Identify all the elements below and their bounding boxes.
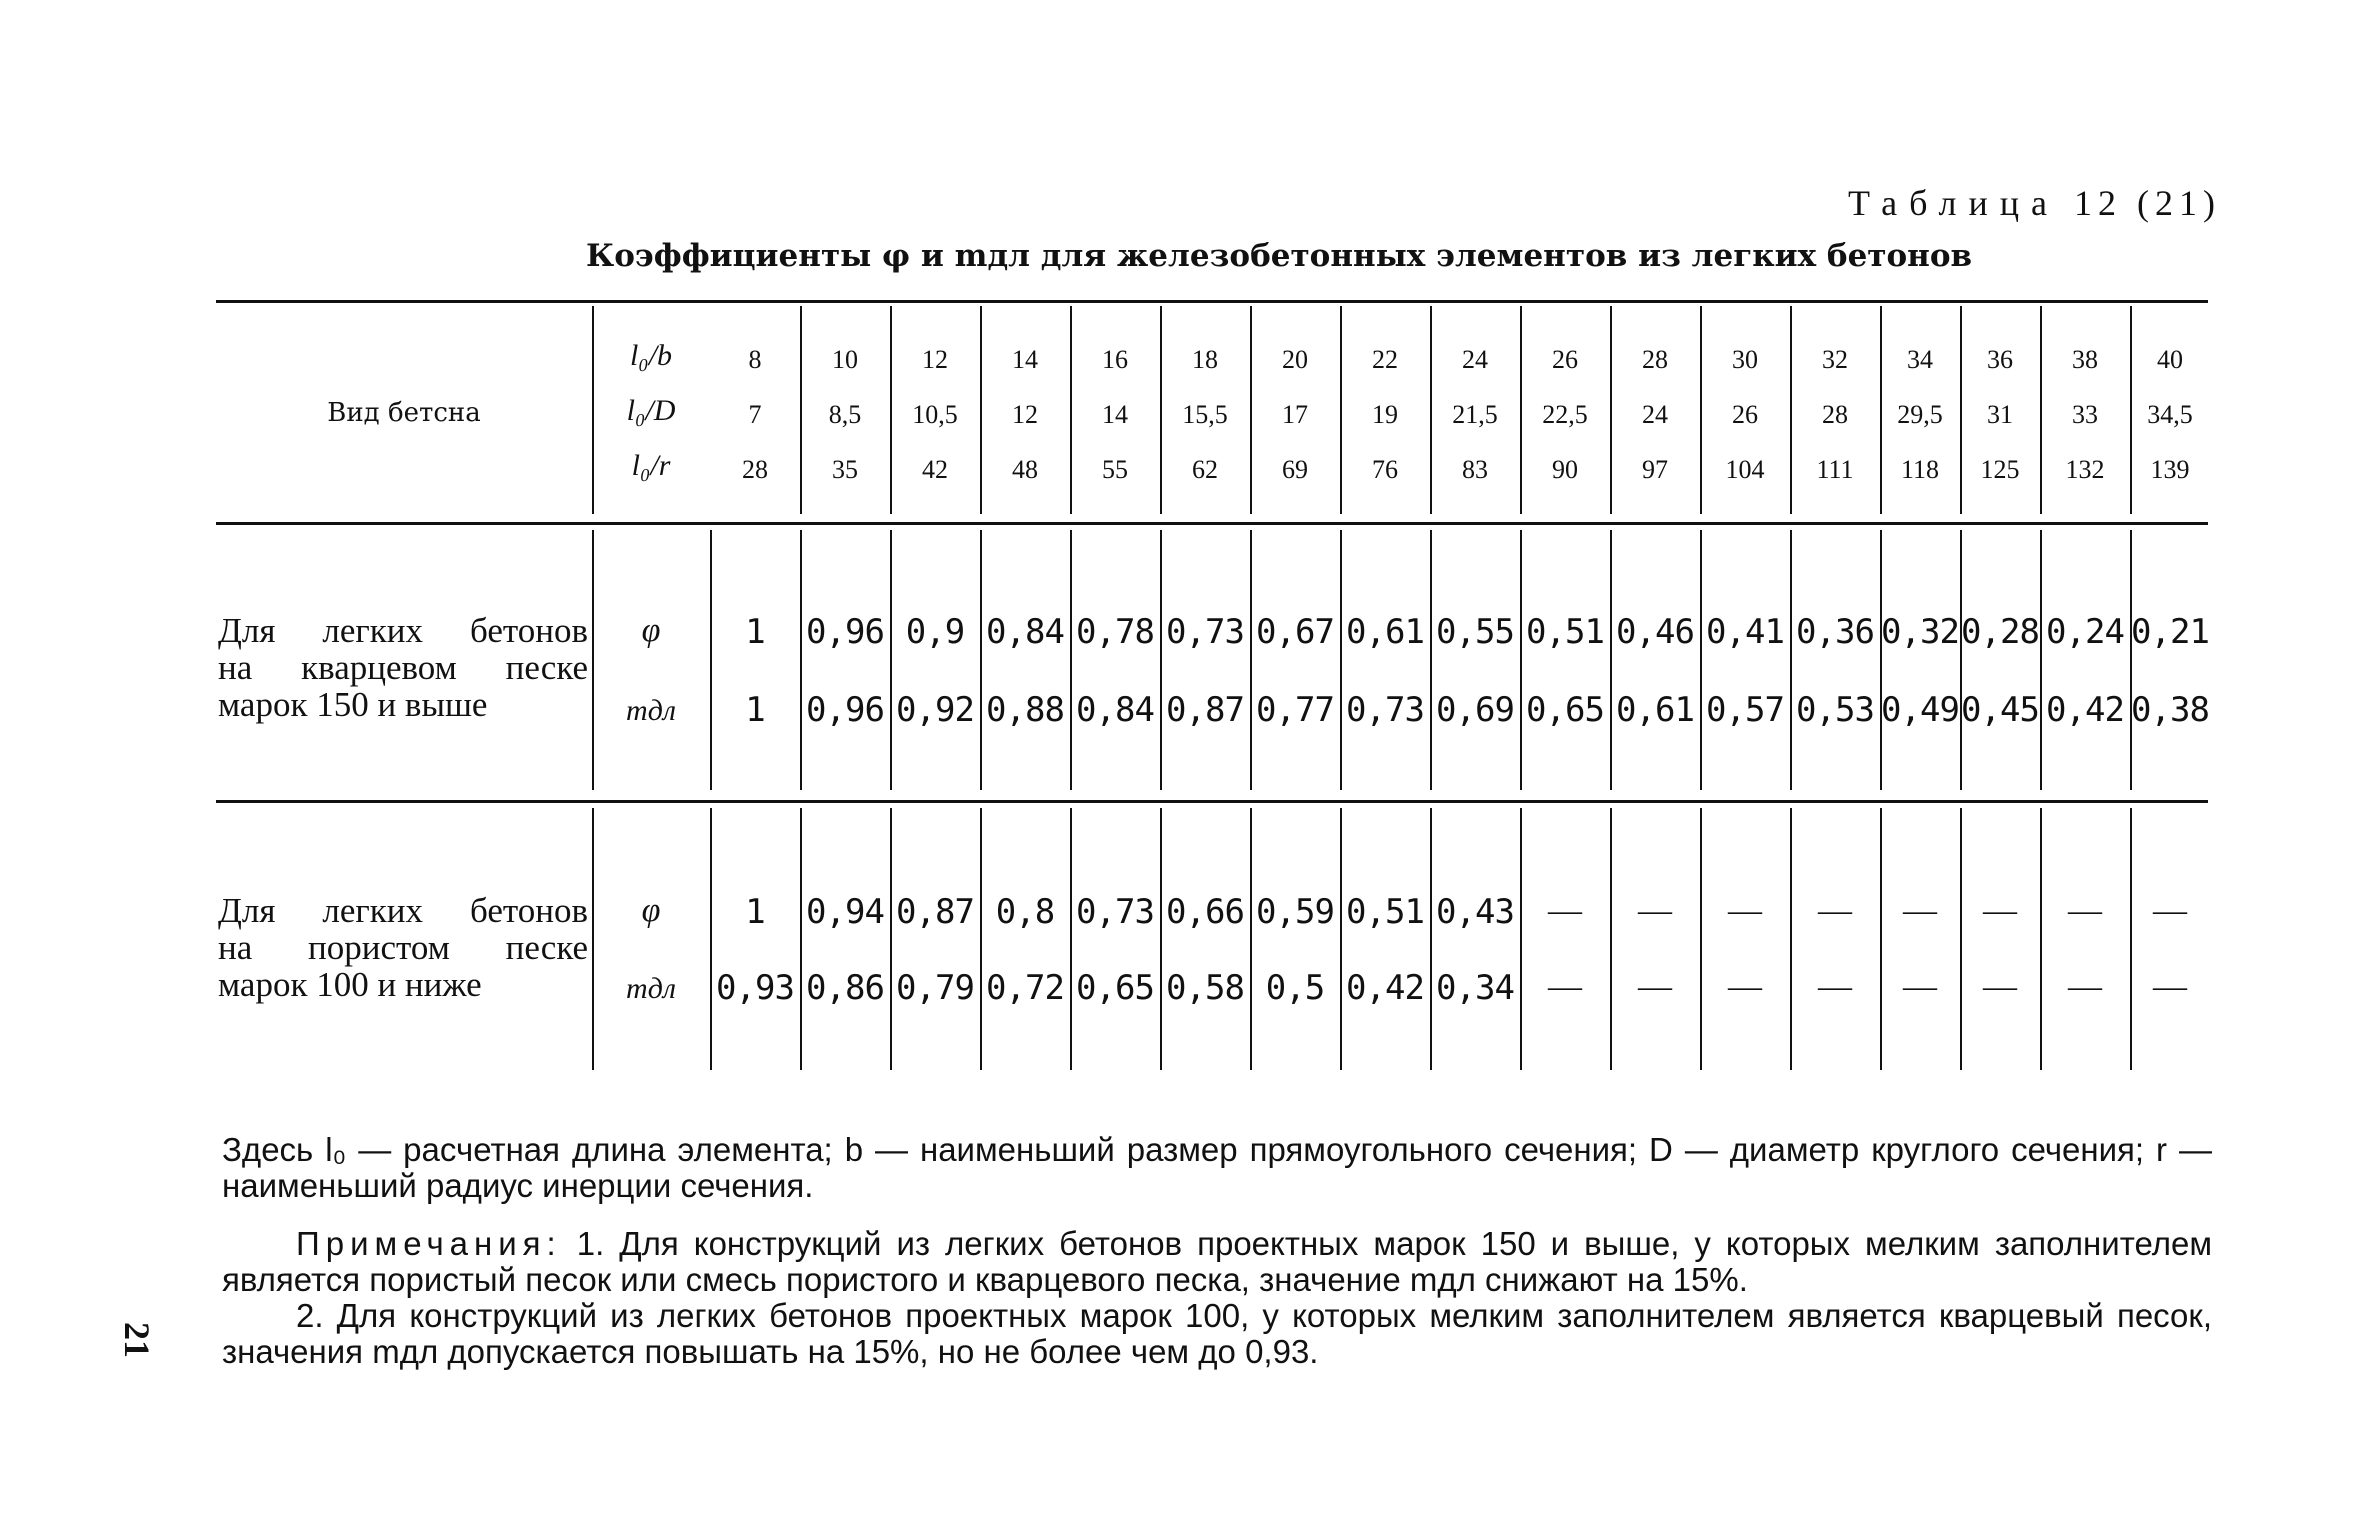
header-cell: 42 [922, 455, 948, 484]
m-value: 0,38 [2131, 690, 2209, 730]
header-cell: 12 [1012, 400, 1038, 429]
m-value: 0,88 [986, 690, 1064, 730]
m-value: 0,77 [1256, 690, 1334, 730]
header-cell: 28 [742, 455, 768, 484]
header-cell: 8 [748, 345, 762, 374]
header-cell: 28 [1642, 345, 1668, 374]
concrete-type-line: на пористом песке [218, 928, 588, 967]
param-phi: φ [641, 892, 661, 929]
remarks-label: Примечания: [296, 1225, 562, 1262]
body-divider [2040, 530, 2042, 790]
header-cell: 14 [1102, 400, 1128, 429]
m-value: 0,49 [1881, 690, 1959, 730]
header-cell: 38 [2072, 345, 2098, 374]
top-rule [216, 300, 2208, 303]
concrete-type-line: на кварцевом песке [218, 648, 588, 687]
body-divider [1880, 530, 1882, 790]
header-cell: 76 [1372, 455, 1398, 484]
header-row-label: l₀/r [631, 449, 671, 482]
phi-value: — [1818, 892, 1852, 929]
m-value: 0,92 [896, 690, 974, 730]
phi-value: — [1728, 892, 1762, 929]
m-value: 0,65 [1076, 968, 1154, 1008]
body-divider [710, 808, 712, 1070]
body-divider [1340, 530, 1342, 790]
header-cell: 132 [2065, 455, 2105, 484]
header-cell: 22 [1372, 345, 1398, 374]
header-cell: 83 [1462, 455, 1488, 484]
header-cell: 69 [1282, 455, 1308, 484]
m-value: — [1548, 968, 1582, 1005]
header-cell: 26 [1552, 345, 1578, 374]
header-cell: 28 [1822, 400, 1848, 429]
header-cell: 34 [1907, 345, 1933, 374]
phi-value: 0,61 [1346, 612, 1424, 652]
header-cell: 10,5 [912, 400, 958, 429]
header-row-label: l₀/D [626, 394, 676, 427]
remarks-note-2: 2. Для конструкций из легких бетонов проектных марок 100, у которых мелким заполнителем является кварцевый песок, значения mдл допускается повышать на 15%, но не более чем до 0,93. [222, 1297, 2212, 1370]
header-cell: 29,5 [1897, 400, 1943, 429]
phi-value: 0,32 [1881, 612, 1959, 652]
m-value: 0,42 [2046, 690, 2124, 730]
body-divider [800, 530, 802, 790]
body-divider [1430, 530, 1432, 790]
phi-value: 1 [745, 892, 765, 932]
phi-value: — [1903, 892, 1937, 929]
concrete-type-label [218, 892, 588, 1003]
body-divider [1960, 808, 1962, 1070]
header-cell: 19 [1372, 400, 1398, 429]
m-value: — [1818, 968, 1852, 1005]
header-cell: 34,5 [2147, 400, 2193, 429]
header-cell: 7 [748, 400, 762, 429]
phi-value: — [1548, 892, 1582, 929]
header-cell: 125 [1980, 455, 2020, 484]
m-value: — [1728, 968, 1762, 1005]
concrete-type-line: Для легких бетонов [218, 611, 588, 650]
param-m: mдл [626, 972, 676, 1005]
m-value: 0,87 [1166, 690, 1244, 730]
header-cell: 97 [1642, 455, 1668, 484]
m-value: 0,93 [716, 968, 794, 1008]
phi-value: 0,43 [1436, 892, 1514, 932]
m-value: 0,69 [1436, 690, 1514, 730]
m-value: 0,45 [1961, 690, 2039, 730]
m-value: 0,57 [1706, 690, 1784, 730]
phi-value: 0,87 [896, 892, 974, 932]
body-divider [1160, 530, 1162, 790]
phi-value: 0,8 [995, 892, 1055, 932]
header-cell: 18 [1192, 345, 1218, 374]
header-cell: 55 [1102, 455, 1128, 484]
m-value: 0,58 [1166, 968, 1244, 1008]
body-divider [800, 808, 802, 1070]
m-value: 0,84 [1076, 690, 1154, 730]
phi-value: — [1983, 892, 2017, 929]
header-cell: 22,5 [1542, 400, 1588, 429]
header-cell: 20 [1282, 345, 1308, 374]
m-value: 0,61 [1616, 690, 1694, 730]
phi-value: 1 [745, 612, 765, 652]
body-divider [1250, 808, 1252, 1070]
body-divider [710, 530, 712, 790]
header-cell: 24 [1642, 400, 1668, 429]
table-title: Коэффициенты φ и mдл для железобетонных элементов из легких бетонов [586, 238, 1973, 274]
phi-value: 0,78 [1076, 612, 1154, 652]
m-value: — [1903, 968, 1937, 1005]
body-divider [1700, 530, 1702, 790]
header-cell: 14 [1012, 345, 1038, 374]
phi-value: 0,94 [806, 892, 884, 932]
m-value: 0,86 [806, 968, 884, 1008]
m-value: — [2068, 968, 2102, 1005]
body-divider [980, 808, 982, 1070]
body-divider [1160, 808, 1162, 1070]
body-divider [1880, 808, 1882, 1070]
column-header-concrete-type: Вид бетсна [327, 398, 481, 428]
param-m: mдл [626, 694, 676, 727]
page-number: 21 [117, 1322, 157, 1358]
m-value: 0,65 [1526, 690, 1604, 730]
body-divider [1610, 530, 1612, 790]
header-cell: 21,5 [1452, 400, 1498, 429]
header-cell: 16 [1102, 345, 1128, 374]
phi-value: 0,84 [986, 612, 1064, 652]
body-divider [1960, 530, 1962, 790]
body-divider [2040, 808, 2042, 1070]
phi-value: 0,24 [2046, 612, 2124, 652]
header-cell: 40 [2157, 345, 2183, 374]
header-cell: 33 [2072, 400, 2098, 429]
body-divider [890, 530, 892, 790]
m-value: 0,73 [1346, 690, 1424, 730]
header-cell: 48 [1012, 455, 1038, 484]
header-cell: 24 [1462, 345, 1488, 374]
phi-value: 0,46 [1616, 612, 1694, 652]
body-divider [1520, 808, 1522, 1070]
body-divider [1520, 530, 1522, 790]
body-divider [592, 808, 594, 1070]
header-rule [216, 522, 2208, 525]
body-divider [1070, 808, 1072, 1070]
header-cell: 104 [1725, 455, 1765, 484]
body-divider [1340, 808, 1342, 1070]
table-word: Таблица [1848, 183, 2059, 223]
header-cell: 17 [1282, 400, 1308, 429]
header-cell: 139 [2150, 455, 2190, 484]
m-value: 0,72 [986, 968, 1064, 1008]
phi-value: — [1638, 892, 1672, 929]
phi-value: 0,59 [1256, 892, 1334, 932]
m-value: — [1983, 968, 2017, 1005]
note-1-text: 1. Для конструкций из легких бетонов проектных марок 150 и выше, у которых мелким заполнителем является пористый песок или смесь пористого и кварцевого песка, значение mдл снижают на 15%. [222, 1225, 2213, 1298]
table-ref: (21) [2136, 183, 2221, 223]
header-cell: 31 [1987, 400, 2013, 429]
m-value: 0,96 [806, 690, 884, 730]
header-cell: 62 [1192, 455, 1218, 484]
body-divider [890, 808, 892, 1070]
body-divider [1610, 808, 1612, 1070]
param-phi: φ [641, 612, 661, 649]
concrete-type-line: марок 150 и выше [218, 685, 488, 724]
header-cell: 30 [1732, 345, 1758, 374]
phi-value: 0,67 [1256, 612, 1334, 652]
definitions-note: Здесь l₀ — расчетная длина элемента; b — наименьший размер прямоугольного сечения; D — диаметр круглого сечения; r — наименьший радиус инерции сечения. [222, 1131, 2212, 1204]
phi-value: 0,9 [905, 612, 965, 652]
phi-value: 0,41 [1706, 612, 1784, 652]
phi-value: 0,51 [1346, 892, 1424, 932]
m-value: 0,5 [1265, 968, 1325, 1008]
body-divider [1700, 808, 1702, 1070]
table-num: 12 [2073, 183, 2122, 223]
m-value: 0,53 [1796, 690, 1874, 730]
phi-value: 0,28 [1961, 612, 2039, 652]
body-divider [1250, 530, 1252, 790]
body-divider [2130, 530, 2132, 790]
header-row-label: l₀/b [629, 339, 673, 372]
phi-value: 0,73 [1076, 892, 1154, 932]
body-divider [592, 530, 594, 790]
phi-value: 0,66 [1166, 892, 1244, 932]
m-value: 1 [745, 690, 765, 730]
m-value: 0,79 [896, 968, 974, 1008]
header-cell: 10 [832, 345, 858, 374]
header-cell: 36 [1987, 345, 2013, 374]
concrete-type-label [218, 612, 588, 723]
phi-value: 0,96 [806, 612, 884, 652]
table-number [1848, 182, 2221, 224]
phi-value: 0,55 [1436, 612, 1514, 652]
header-cell: 26 [1732, 400, 1758, 429]
remarks-note-1 [222, 1226, 2212, 1298]
concrete-type-line: Для легких бетонов [218, 891, 588, 930]
phi-value: — [2153, 892, 2187, 929]
body-divider [1070, 530, 1072, 790]
phi-value: 0,36 [1796, 612, 1874, 652]
header-cell: 35 [832, 455, 858, 484]
body-divider [1790, 530, 1792, 790]
body-divider [2130, 808, 2132, 1070]
header-cell: 32 [1822, 345, 1848, 374]
m-value: 0,34 [1436, 968, 1514, 1008]
phi-value: 0,51 [1526, 612, 1604, 652]
body-divider [980, 530, 982, 790]
phi-value: 0,73 [1166, 612, 1244, 652]
header-cell: 90 [1552, 455, 1578, 484]
group-rule [216, 800, 2208, 803]
m-value: — [1638, 968, 1672, 1005]
header-cell: 8,5 [828, 400, 862, 429]
body-divider [1790, 808, 1792, 1070]
header-cell: 111 [1816, 455, 1854, 484]
m-value: — [2153, 968, 2187, 1005]
header-cell: 15,5 [1182, 400, 1228, 429]
body-divider [1430, 808, 1432, 1070]
header-cell: 12 [922, 345, 948, 374]
m-value: 0,42 [1346, 968, 1424, 1008]
concrete-type-line: марок 100 и ниже [218, 965, 482, 1004]
phi-value: 0,21 [2131, 612, 2209, 652]
header-cell: 118 [1900, 455, 1940, 484]
phi-value: — [2068, 892, 2102, 929]
